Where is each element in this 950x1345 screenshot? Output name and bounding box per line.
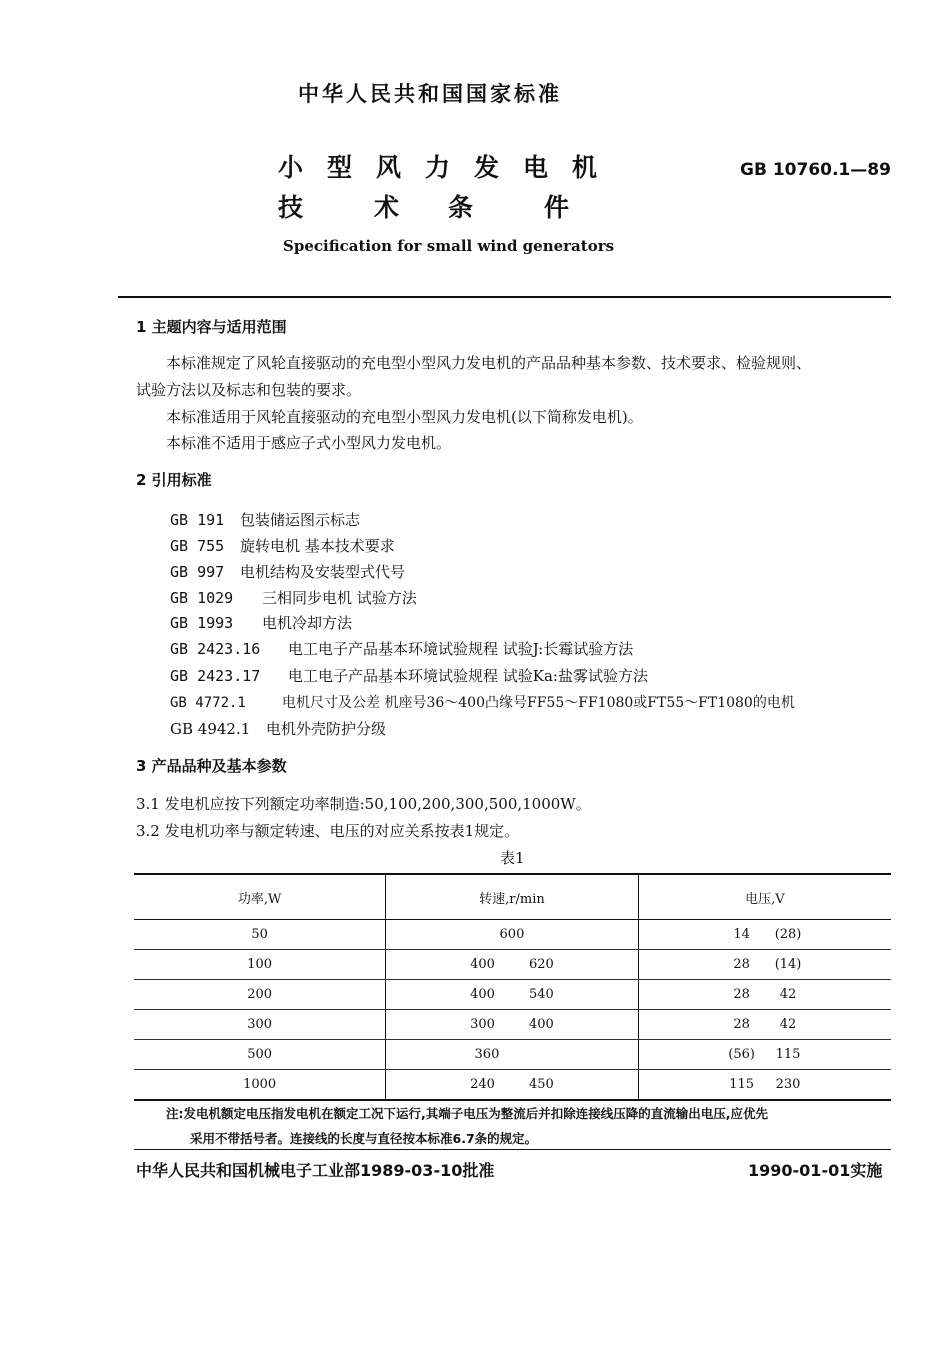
english-title: Specification for small wind generators: [283, 237, 615, 255]
header-voltage: 电压,V: [638, 874, 891, 920]
cell-speed-b: 450: [528, 1077, 554, 1092]
table-row: [134, 950, 891, 980]
cell-voltage-a: (56): [728, 1047, 755, 1062]
cell-speed-a: 240: [470, 1077, 495, 1092]
cell-power: 100: [134, 950, 386, 980]
cell-voltage-a: 28: [733, 987, 750, 1002]
cell-power: 500: [134, 1040, 386, 1070]
section1-para2: 本标准适用于风轮直接驱动的充电型小型风力发电机(以下简称发电机)。: [166, 408, 643, 426]
cell-speed: [386, 1040, 638, 1070]
title-char: 技: [278, 193, 304, 222]
title-char: 发: [474, 153, 500, 182]
title-char: 电: [523, 153, 549, 182]
reference-code: GB 2423.17: [170, 667, 261, 685]
reference-item: [170, 718, 386, 739]
reference-code: GB 1029: [170, 589, 234, 607]
section1-para1-line1: 本标准规定了风轮直接驱动的充电型小型风力发电机的产品品种基本参数、技术要求、检验规则、: [166, 354, 812, 372]
table-note-line1: 注:发电机额定电压指发电机在额定工况下运行,其端子电压为整流后并扣除连接线压降的直流输出电压,应优先: [166, 1106, 768, 1121]
table-note-line2: 采用不带括号者。连接线的长度与直径按本标准6.7条的规定。: [190, 1131, 538, 1146]
title-char: 小: [278, 153, 304, 182]
reference-code: GB 4942.1: [170, 720, 251, 738]
cell-voltage-b: 230: [775, 1077, 801, 1092]
cell-speed: [386, 1070, 638, 1101]
document-title-line1: [278, 148, 597, 184]
table1: [134, 873, 891, 1101]
cell-voltage: [638, 1040, 891, 1070]
section3-heading: 3 产品品种及基本参数: [136, 757, 287, 775]
reference-title: 电工电子产品基本环境试验规程 试验Ka:盐雾试验方法: [288, 667, 648, 685]
title-char: 件: [544, 193, 570, 222]
cell-speed-a: 600: [499, 927, 525, 942]
title-char: 条: [448, 193, 474, 222]
reference-title: 电机结构及安装型式代号: [240, 563, 406, 581]
section3-item2: 3.2 发电机功率与额定转速、电压的对应关系按表1规定。: [136, 822, 520, 840]
reference-code: GB 191: [170, 511, 225, 529]
header-speed: 转速,r/min: [386, 874, 638, 920]
reference-title: 旋转电机 基本技术要求: [240, 537, 395, 555]
reference-item: [170, 535, 395, 556]
approval-text: 中华人民共和国机械电子工业部1989-03-10批准: [136, 1161, 495, 1180]
cell-voltage: [638, 1070, 891, 1101]
reference-title: 电机尺寸及公差 机座号36～400凸缘号FF55～FF1080或FT55～FT1080的电机: [282, 695, 795, 711]
table-caption: 表1: [500, 849, 525, 867]
cell-voltage-a: 14: [733, 927, 750, 942]
cell-voltage: [638, 920, 891, 950]
cell-speed-a: 400: [470, 957, 495, 972]
table-row: [134, 1070, 891, 1101]
cell-voltage-b: 115: [775, 1047, 801, 1062]
cell-speed-a: 360: [474, 1047, 500, 1062]
cell-power: 300: [134, 1010, 386, 1040]
cell-speed-a: 400: [470, 987, 495, 1002]
section2-heading: 2 引用标准: [136, 471, 212, 489]
cell-voltage: [638, 950, 891, 980]
table-row: [134, 980, 891, 1010]
reference-item: [170, 587, 417, 608]
reference-item: [170, 692, 795, 712]
reference-title: 电工电子产品基本环境试验规程 试验J:长霉试验方法: [288, 640, 634, 658]
cell-speed: [386, 1010, 638, 1040]
cell-voltage-b: (14): [774, 957, 802, 972]
cell-speed-b: 620: [528, 957, 554, 972]
cell-speed: [386, 980, 638, 1010]
cell-voltage: [638, 1010, 891, 1040]
reference-item: [170, 561, 405, 582]
cell-voltage-a: 28: [733, 1017, 750, 1032]
section1-para1-line2: 试验方法以及标志和包装的要求。: [136, 381, 362, 399]
reference-title: 电机外壳防护分级: [266, 720, 387, 738]
cell-power: 200: [134, 980, 386, 1010]
national-standard-header: 中华人民共和国国家标准: [298, 82, 562, 106]
title-char: 力: [425, 153, 451, 182]
section3-item1: 3.1 发电机应按下列额定功率制造:50,100,200,300,500,1000W。: [136, 795, 591, 813]
reference-title: 包装储运图示标志: [240, 511, 361, 529]
table-row: [134, 920, 891, 950]
reference-title: 电机冷却方法: [262, 614, 353, 632]
reference-item: [170, 612, 352, 633]
cell-speed: [386, 920, 638, 950]
reference-code: GB 1993: [170, 614, 234, 632]
header-divider: [118, 296, 891, 298]
cell-voltage: [638, 980, 891, 1010]
title-char: 风: [376, 153, 402, 182]
cell-speed: [386, 950, 638, 980]
cell-voltage-b: 42: [779, 987, 797, 1002]
document-title-line2: [278, 188, 569, 224]
title-char: 型: [327, 153, 353, 182]
section1-para3: 本标准不适用于感应子式小型风力发电机。: [166, 434, 452, 452]
table-row: [134, 1010, 891, 1040]
cell-voltage-b: 42: [779, 1017, 797, 1032]
reference-code: GB 997: [170, 563, 225, 581]
reference-item: [170, 665, 648, 686]
reference-item: [170, 509, 360, 530]
implementation-date: 1990-01-01实施: [748, 1161, 883, 1180]
cell-speed-b: 540: [528, 987, 554, 1002]
header-power: 功率,W: [134, 874, 386, 920]
cell-power: 50: [134, 920, 386, 950]
cell-speed-a: 300: [470, 1017, 495, 1032]
reference-code: GB 2423.16: [170, 640, 261, 658]
cell-speed-b: 400: [528, 1017, 554, 1032]
table-header-row: [134, 874, 891, 920]
cell-power: 1000: [134, 1070, 386, 1101]
cell-voltage-b: (28): [774, 927, 802, 942]
standard-number: GB 10760.1—89: [740, 160, 891, 180]
cell-voltage-a: 28: [733, 957, 750, 972]
title-char: 术: [374, 193, 400, 222]
title-char: 机: [572, 153, 598, 182]
reference-code: GB 4772.1: [170, 695, 246, 711]
table-row: [134, 1040, 891, 1070]
footer-divider: [134, 1149, 891, 1150]
section1-heading: 1 主题内容与适用范围: [136, 318, 287, 336]
cell-voltage-a: 115: [729, 1077, 755, 1092]
reference-title: 三相同步电机 试验方法: [262, 589, 417, 607]
reference-code: GB 755: [170, 537, 225, 555]
reference-item: [170, 638, 633, 659]
